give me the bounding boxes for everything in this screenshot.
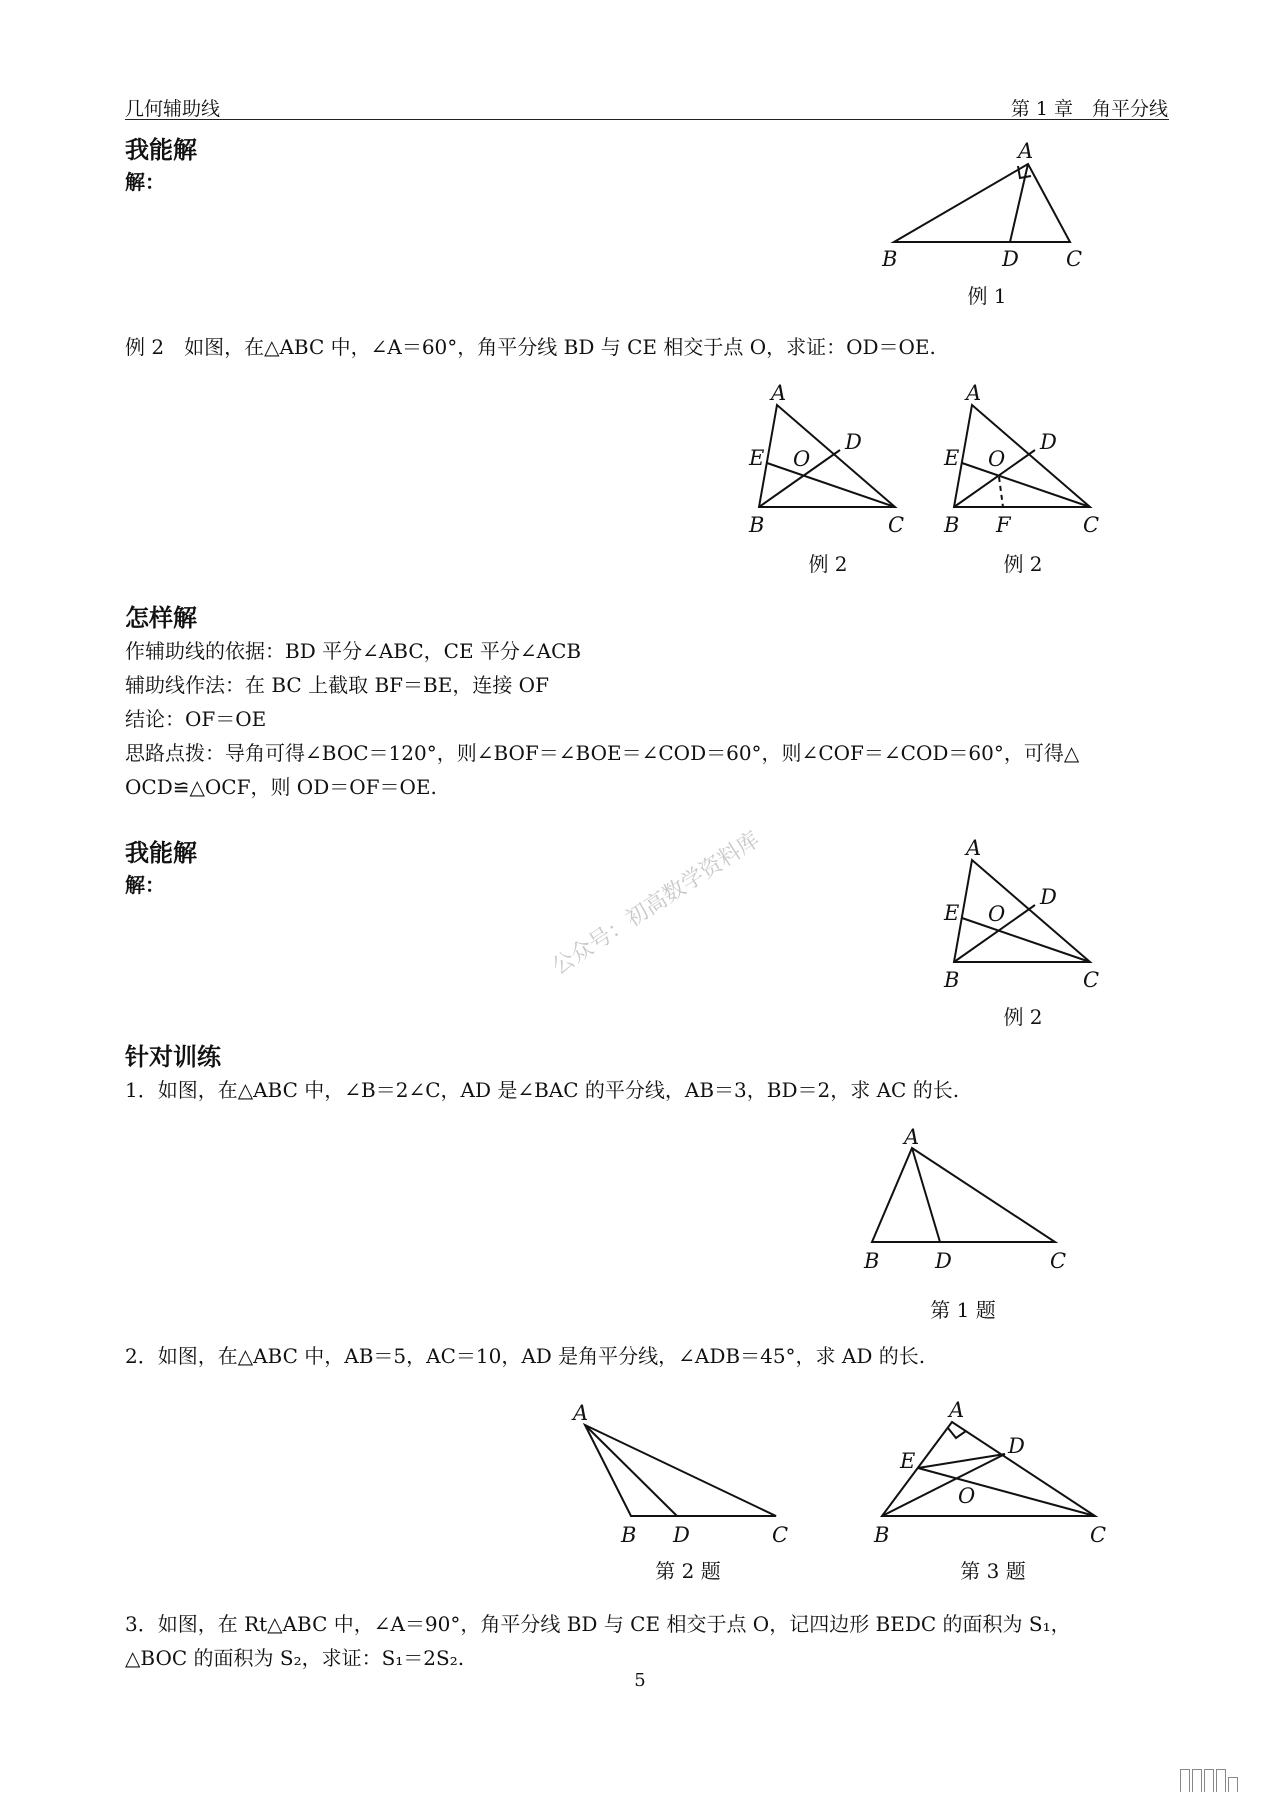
fig2r-label-d: D [1040,430,1057,454]
section2-solve-label: 解： [125,873,165,897]
fig2r-label-b: B [944,513,960,537]
fig2l-label-o: O [793,447,811,471]
figure-q2 [565,1390,805,1547]
fig2l-label-a: A [771,381,787,405]
training-heading: 针对训练 [125,1043,221,1071]
example2-statement: 例 2 如图，在△ABC 中，∠A＝60°，角平分线 BD 与 CE 相交于点 O，求证：OD＝OE. [125,335,936,359]
header-rule [125,119,1169,120]
figure-q2-caption: 第 2 题 [655,1559,721,1583]
q2-label-c: C [772,1523,789,1547]
fig2l-label-e: E [749,446,765,470]
figure-example1-caption: 例 1 [967,284,1007,308]
fig2l-label-b: B [749,513,765,537]
fig2l-label-c: C [888,513,905,537]
section2-heading: 我能解 [125,839,197,867]
figure-q1-caption: 第 1 题 [930,1298,996,1322]
q3-label-o: O [958,1484,976,1508]
figure-q3 [870,1390,1110,1547]
fig2l-label-d: D [845,430,862,454]
fig2s-label-a: A [966,836,982,860]
figure-example2-left [745,381,925,537]
training-q2: 2．如图，在△ABC 中，AB＝5，AC＝10，AD 是角平分线，∠ADB＝45°，求 AD 的长. [125,1344,926,1368]
training-q3-line1: 3．如图，在 Rt△ABC 中，∠A＝90°，角平分线 BD 与 CE 相交于点 O，记四边形 BEDC 的面积为 S₁， [125,1612,1071,1636]
figure-example2-right [940,381,1120,537]
barcode-icon [1180,1768,1248,1792]
figure-example2-solve-caption: 例 2 [1003,1005,1043,1029]
q3-segment-ce [918,1468,1095,1516]
q2-segment-ad [585,1425,677,1516]
figure-example1 [880,140,1100,270]
fig2s-label-d: D [1040,885,1057,909]
section1-solve-label: 解： [125,170,165,194]
fig2s-label-b: B [944,968,960,992]
training-q1: 1．如图，在△ABC 中，∠B＝2∠C，AD 是∠BAC 的平分线，AB＝3，BD＝2，求 AC 的长. [125,1078,960,1102]
fig2s-label-e: E [944,901,960,925]
fig2s-label-c: C [1083,968,1100,992]
how-to-solve-line-4: 思路点拨：导角可得∠BOC＝120°，则∠BOF＝∠BOE＝∠COD＝60°，则∠COF＝∠COD＝60°，可得△ [125,741,1080,765]
header-right: 第 1 章 角平分线 [1010,98,1168,120]
how-to-solve-line-3: 结论：OF＝OE [125,707,267,731]
q2-triangle [585,1425,776,1516]
figure-q1 [860,1125,1080,1273]
fig1-label-a: A [1018,139,1034,163]
q1-label-d: D [935,1249,952,1273]
q2-label-b: B [621,1523,637,1547]
figure-q3-caption: 第 3 题 [960,1559,1026,1583]
q1-label-c: C [1050,1249,1067,1273]
q1-label-b: B [864,1249,880,1273]
fig2r-dashed-of [999,477,1003,507]
q1-triangle [872,1148,1055,1242]
fig2r-label-e: E [944,446,960,470]
page-number: 5 [634,1670,646,1691]
q2-label-a: A [573,1401,589,1425]
figure-example2-right-caption: 例 2 [1003,552,1043,576]
figure-example2-solve [940,836,1120,992]
fig1-label-d: D [1002,247,1019,271]
fig1-triangle [894,164,1070,242]
fig2l-segment-ce [767,463,895,507]
fig2s-segment-ce [962,918,1090,962]
training-q3-line2: △BOC 的面积为 S₂，求证：S₁＝2S₂. [125,1646,465,1670]
how-to-solve-line-5: OCD≌△OCF，则 OD＝OF＝OE. [125,775,437,799]
fig2r-segment-ce [962,463,1090,507]
fig2r-label-c: C [1083,513,1100,537]
q1-segment-ad [912,1148,940,1242]
fig1-label-c: C [1066,247,1083,271]
q1-label-a: A [904,1125,920,1149]
q3-label-b: B [874,1523,890,1547]
watermark: 公众号：初高数学资料库 [547,827,765,981]
q3-label-e: E [900,1449,916,1473]
fig2s-label-o: O [988,902,1006,926]
q3-label-a: A [949,1398,965,1422]
how-to-solve-line-2: 辅助线作法：在 BC 上截取 BF＝BE，连接 OF [125,673,549,697]
how-to-solve-line-1: 作辅助线的依据：BD 平分∠ABC，CE 平分∠ACB [125,639,582,663]
q3-label-d: D [1008,1434,1025,1458]
section1-heading: 我能解 [125,136,197,164]
fig2r-label-a: A [966,381,982,405]
q3-label-c: C [1090,1523,1107,1547]
fig1-label-b: B [882,247,898,271]
fig2r-label-o: O [988,447,1006,471]
figure-example2-left-caption: 例 2 [808,552,848,576]
how-to-solve-heading: 怎样解 [125,604,197,632]
q2-label-d: D [673,1523,690,1547]
header-left: 几何辅助线 [125,98,221,120]
fig2r-label-f: F [996,513,1011,537]
